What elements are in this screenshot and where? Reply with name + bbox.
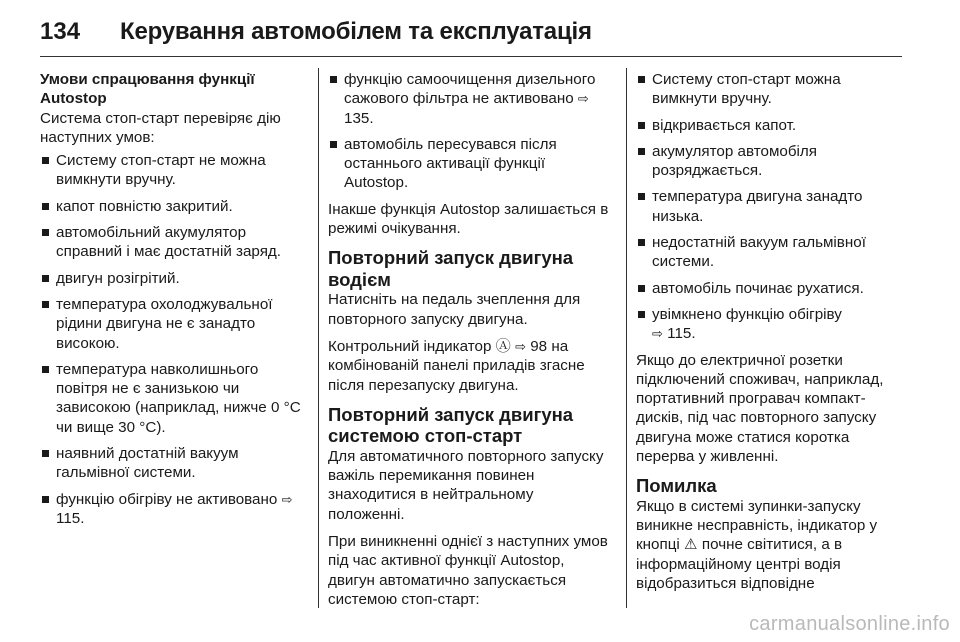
page-ref-icon: ⇨ [652, 326, 663, 342]
column-2 [328, 70, 610, 609]
page-title: Керування автомобілем та експлуатація [120, 18, 592, 45]
page-ref-link[interactable]: 115. [56, 509, 85, 527]
page-ref-icon: ⇨ [577, 91, 589, 107]
section-heading-conditions: Умови спрацювання функції Autostop [40, 71, 255, 108]
page-ref-icon: ⇨ [515, 338, 526, 354]
list-item: Систему стоп-старт можна вимкнути вручну. [636, 70, 906, 109]
list-item: недостатній вакуум гальмівної системи. [636, 233, 906, 272]
list-item: автомобіль пересувався після останнього активації функції Autostop. [328, 135, 610, 193]
column-separator-1 [318, 68, 319, 608]
fault-paragraph: Якщо в системі зупинки-запуску виникне несправність, індикатор у кнопці ⚠ почне світитися, а в інформаційному центрі водія відобразиться відповідне [636, 497, 878, 593]
header-rule [40, 56, 902, 57]
page-ref-link[interactable]: 115. [667, 325, 696, 343]
list-item: двигун розігрітий. [40, 269, 302, 288]
column-separator-2 [626, 68, 627, 608]
list-item: температура двигуна занадто низька. [636, 187, 906, 226]
list-item: Систему стоп-старт не можна вимкнути вручну. [40, 151, 302, 190]
list-item: температура навколишнього повітря не є занизькою чи зависокою (наприклад, нижче 0 °C чи вище 30 °C). [40, 360, 302, 437]
section-heading-fault: Помилка [636, 475, 717, 497]
fault-indicator-icon: ⚠ [684, 536, 698, 554]
system-restart-conditions-intro: При виникненні однієї з наступних умов під час активної функції Autostop, двигун автоматично запускається системою стоп-старт: [328, 533, 608, 608]
restart-conditions-list [636, 70, 906, 344]
power-socket-paragraph: Якщо до електричної розетки підключений споживач, наприклад, портативний програвач компакт-дисків, під час повторного запуску двигуна може статися коротка перерва у живленні. [636, 351, 884, 466]
section-heading-driver-restart: Повторний запуск двигуна водієм [328, 247, 574, 290]
list-item: акумулятор автомобіля розряджається. [636, 142, 906, 181]
indicator-paragraph: Контрольний індикатор Ⓐ ⇨ 98 на комбінованій панелі приладів згасне після перезапуску двигуна. [328, 337, 585, 394]
system-restart-paragraph: Для автоматичного повторного запуску важіль перемикання повинен знаходитися в нейтральному положенні. [328, 447, 604, 523]
column-1 [40, 70, 302, 535]
list-item: функцію самоочищення дизельного сажового фільтра не активовано ⇨ 135. [328, 70, 610, 128]
page-ref-icon: ⇨ [281, 491, 293, 507]
conditions-list-continued [328, 70, 610, 193]
section-heading-system-restart: Повторний запуск двигуна системою стоп-старт [328, 403, 574, 447]
list-item: температура охолоджувальної рідини двигуна не є занадто високою. [40, 295, 302, 353]
list-item: увімкнено функцію обігріву ⇨ 115. [636, 305, 906, 344]
list-item: автомобільний акумулятор справний і має достатній заряд. [40, 223, 302, 262]
watermark: carmanualsonline.info [749, 613, 950, 635]
page-number: 134 [40, 18, 81, 45]
conditions-intro: Система стоп-старт перевіряє дію наступних умов: [40, 109, 281, 146]
list-item: відкривається капот. [636, 116, 906, 135]
list-item: капот повністю закритий. [40, 197, 302, 216]
conditions-list [40, 151, 302, 528]
list-item: наявний достатній вакуум гальмівної системи. [40, 444, 302, 483]
standby-paragraph: Інакше функція Autostop залишається в режимі очікування. [328, 200, 609, 238]
page-header [40, 18, 592, 52]
list-item: функцію обігріву не активовано ⇨ 115. [40, 490, 302, 529]
list-item: автомобіль починає рухатися. [636, 279, 906, 298]
column-3 [636, 70, 906, 593]
page-ref-link[interactable]: 98 [530, 337, 548, 355]
page-ref-link[interactable]: 135. [344, 109, 374, 127]
autostop-indicator-icon: Ⓐ [495, 337, 511, 355]
driver-restart-paragraph: Натисніть на педаль зчеплення для повторного запуску двигуна. [328, 291, 581, 328]
